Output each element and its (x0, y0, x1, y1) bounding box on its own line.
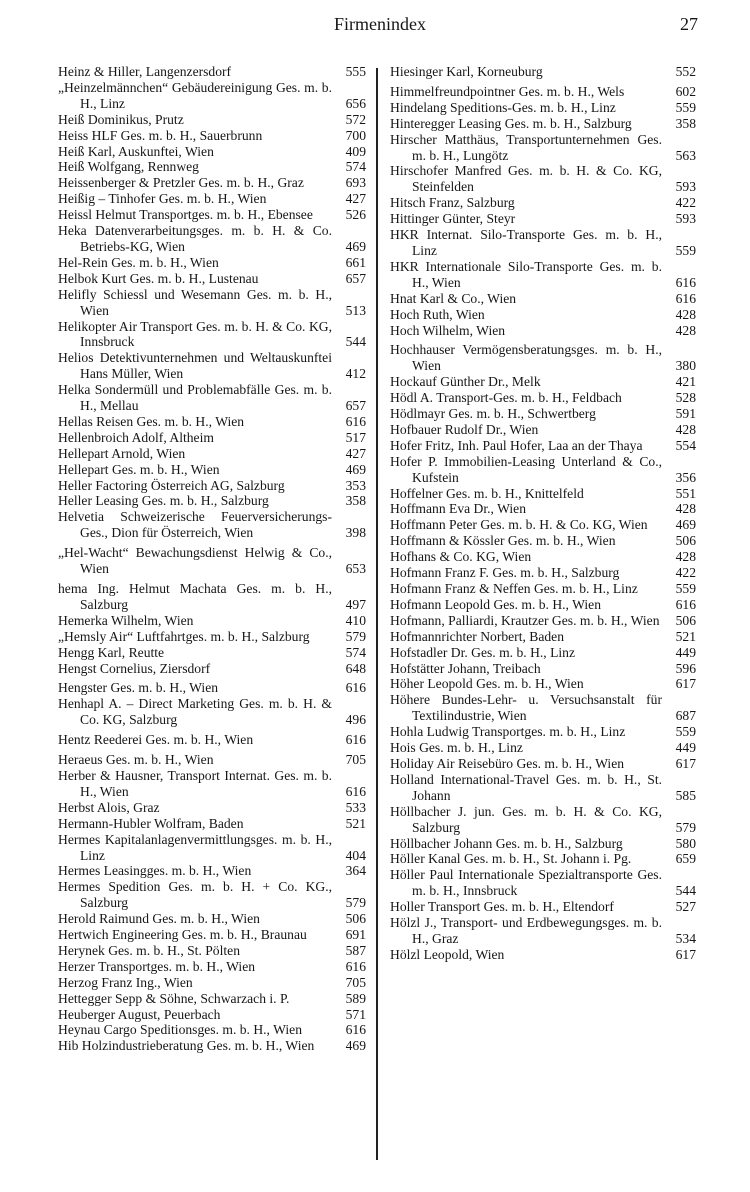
index-entry (58, 128, 366, 144)
company-name: hema Ing. Helmut Machata Ges. m. b. H., Salzburg (58, 581, 332, 612)
page-reference: 656 (345, 95, 366, 111)
index-entry (58, 350, 366, 382)
index-entry (58, 80, 366, 112)
company-name: Hertwich Engineering Ges. m. b. H., Braunau (58, 927, 307, 943)
company-name: Hofer P. Immobilien-Leasing Unterland & Co., Kufstein (390, 453, 662, 485)
company-name: Hel-Rein Ges. m. b. H., Wien (58, 254, 219, 270)
company-name: Hofmann, Palliardi, Krautzer Ges. m. b. H., Wien (390, 612, 660, 628)
page-reference: 659 (675, 851, 696, 867)
company-name: Hoch Ruth, Wien (390, 306, 485, 322)
company-name: „Hel-Wacht“ Bewachungsdienst Helwig & Co., Wien (58, 545, 332, 577)
page-reference: 559 (675, 724, 696, 740)
index-entry (390, 486, 696, 502)
index-entry (58, 545, 366, 577)
index-entry (390, 227, 696, 259)
index-entry (390, 211, 696, 227)
index-entry (58, 319, 366, 351)
page-reference: 580 (675, 835, 696, 851)
company-name: Hermes Leasingges. m. b. H., Wien (58, 863, 252, 879)
index-entry (58, 661, 366, 677)
company-name: Höhere Bundes-Lehr- u. Versuchsanstalt für Textilindustrie, Wien (390, 692, 662, 724)
company-name: Heller Factoring Österreich AG, Salzburg (58, 477, 285, 493)
company-name: Hinteregger Leasing Ges. m. b. H., Salzburg (390, 115, 632, 131)
page-reference: 469 (345, 1038, 366, 1054)
company-name: Heiss HLF Ges. m. b. H., Sauerbrunn (58, 127, 263, 143)
company-name: Herber & Hausner, Transport Internat. Ges. m. b. H., Wien (58, 767, 332, 799)
company-name: Hoffmann Peter Ges. m. b. H. & Co. KG, Wien (390, 517, 648, 533)
company-name: Henhapl A. – Direct Marketing Ges. m. b. H. & Co. KG, Salzburg (58, 696, 332, 728)
index-entry (58, 927, 366, 943)
index-entry (58, 800, 366, 816)
company-name: Heissl Helmut Transportges. m. b. H., Ebensee (58, 207, 313, 223)
page-reference: 356 (675, 469, 696, 485)
index-entry (58, 943, 366, 959)
page-reference: 428 (675, 306, 696, 322)
page-reference: 428 (675, 501, 696, 517)
page-reference: 527 (675, 899, 696, 915)
page-reference: 579 (345, 628, 366, 644)
company-name: Heissenberger & Pretzler Ges. m. b. H., Graz (58, 175, 304, 191)
index-entry (58, 581, 366, 613)
page-reference: 410 (345, 612, 366, 628)
index-entry (58, 175, 366, 191)
page-reference: 428 (675, 549, 696, 565)
index-entry (58, 112, 366, 128)
index-entry (58, 832, 366, 864)
company-name: Hofer Fritz, Inh. Paul Hofer, Laa an der Thaya (390, 437, 643, 453)
page-reference: 427 (345, 445, 366, 461)
page-reference: 544 (345, 334, 366, 350)
page-reference: 591 (675, 406, 696, 422)
company-name: Helikopter Air Transport Ges. m. b. H. & Co. KG, Innsbruck (58, 318, 332, 350)
company-name: Hermes Spedition Ges. m. b. H. + Co. KG., Salzburg (58, 879, 332, 911)
page-title: Firmenindex (334, 14, 426, 34)
page-reference: 589 (345, 990, 366, 1006)
page-reference: 616 (345, 783, 366, 799)
company-name: Höher Leopold Ges. m. b. H., Wien (390, 676, 584, 692)
page-reference: 364 (345, 863, 366, 879)
index-entry (58, 1007, 366, 1023)
page-reference: 428 (675, 322, 696, 338)
company-name: Helka Sondermüll und Problemabfälle Ges. m. b. H., Mellau (58, 382, 332, 414)
page-reference: 657 (345, 270, 366, 286)
index-entry (58, 768, 366, 800)
company-name: Helvetia Schweizerische Feuerversicherungs-Ges., Dion für Österreich, Wien (58, 509, 332, 541)
company-name: Hittinger Günter, Steyr (390, 211, 516, 227)
index-entry (390, 629, 696, 645)
company-name: Hellas Reisen Ges. m. b. H., Wien (58, 413, 245, 429)
page-reference: 409 (345, 143, 366, 159)
company-name: Hitsch Franz, Salzburg (390, 195, 515, 211)
page-reference: 526 (345, 207, 366, 223)
index-entry (390, 597, 696, 613)
index-entry (390, 549, 696, 565)
page-reference: 616 (675, 274, 696, 290)
index-entry (390, 804, 696, 836)
company-name: Herynek Ges. m. b. H., St. Pölten (58, 942, 240, 958)
page-reference: 469 (345, 238, 366, 254)
index-entry (58, 991, 366, 1007)
index-entry (390, 64, 696, 80)
page-number: 27 (680, 14, 698, 34)
page-reference: 506 (345, 911, 366, 927)
page-reference: 559 (675, 581, 696, 596)
page-reference: 616 (345, 1022, 366, 1038)
page-reference: 513 (345, 302, 366, 318)
page-reference: 617 (675, 755, 696, 771)
index-entry (390, 406, 696, 422)
company-name: Hermann-Hubler Wolfram, Baden (58, 815, 244, 831)
page-reference: 544 (675, 883, 696, 899)
page-reference: 648 (345, 660, 366, 676)
page-reference: 358 (345, 493, 366, 509)
index-entry (58, 191, 366, 207)
page-reference: 528 (675, 390, 696, 406)
company-name: Hoch Wilhelm, Wien (390, 322, 506, 338)
page-reference: 559 (675, 242, 696, 258)
index-entry (390, 533, 696, 549)
index-entry (58, 287, 366, 319)
page-reference: 521 (345, 815, 366, 831)
index-entry (390, 772, 696, 804)
page-reference: 616 (345, 732, 366, 748)
company-name: Höllbacher Johann Ges. m. b. H., Salzburg (390, 835, 623, 851)
page-reference: 517 (345, 429, 366, 445)
page-reference: 616 (675, 596, 696, 612)
company-name: Hellepart Arnold, Wien (58, 445, 186, 461)
index-entry (390, 454, 696, 486)
company-name: Hengster Ges. m. b. H., Wien (58, 680, 219, 696)
page-reference: 616 (345, 680, 366, 696)
index-entry (390, 899, 696, 915)
page-reference: 422 (675, 565, 696, 581)
company-name: Hiesinger Karl, Korneuburg (390, 64, 543, 79)
index-entry (58, 1022, 366, 1038)
page-reference: 506 (675, 612, 696, 628)
index-entry (390, 307, 696, 323)
company-name: Hofmannrichter Norbert, Baden (390, 628, 565, 644)
page-reference: 555 (345, 64, 366, 79)
company-name: Hellenbroich Adolf, Altheim (58, 429, 214, 445)
index-entry (390, 851, 696, 867)
page-reference: 571 (345, 1006, 366, 1022)
company-name: Herzer Transportges. m. b. H., Wien (58, 958, 256, 974)
page-reference: 469 (675, 517, 696, 533)
company-name: Herzog Franz Ing., Wien (58, 974, 193, 990)
index-entry (58, 207, 366, 223)
index-entry (390, 291, 696, 307)
page-reference: 616 (345, 958, 366, 974)
page-reference: 497 (345, 596, 366, 612)
index-entry (58, 863, 366, 879)
company-name: Hirscher Matthäus, Transportunternehmen Ges. m. b. H., Lungötz (390, 131, 662, 163)
page-reference: 412 (345, 366, 366, 382)
index-entry (390, 438, 696, 454)
page-reference: 533 (345, 799, 366, 815)
page-reference: 616 (345, 413, 366, 429)
company-name: Holler Transport Ges. m. b. H., Eltendorf (390, 899, 614, 915)
company-name: Heiß Dominikus, Prutz (58, 111, 184, 127)
page-reference: 574 (345, 644, 366, 660)
index-entry (390, 661, 696, 677)
page-reference: 358 (675, 115, 696, 131)
page-reference: 449 (675, 740, 696, 756)
index-entry (390, 132, 696, 164)
page-reference: 705 (345, 974, 366, 990)
page-reference: 574 (345, 159, 366, 175)
index-entry (390, 259, 696, 291)
page-reference: 593 (675, 211, 696, 227)
index-entry (390, 116, 696, 132)
company-name: Heraeus Ges. m. b. H., Wien (58, 752, 214, 768)
index-entry (390, 915, 696, 947)
index-entry (58, 975, 366, 991)
company-name: Herold Raimund Ges. m. b. H., Wien (58, 911, 260, 927)
company-name: Hochhauser Vermögensberatungsges. m. b. H., Wien (390, 342, 662, 374)
company-name: HKR Internat. Silo-Transporte Ges. m. b. H., Linz (390, 227, 662, 258)
company-name: Hölzl Leopold, Wien (390, 946, 505, 962)
page-reference: 449 (675, 644, 696, 660)
page-reference: 687 (675, 708, 696, 724)
index-entry (58, 732, 366, 748)
page-reference: 653 (345, 561, 366, 577)
index-entry (390, 676, 696, 692)
index-entry (390, 323, 696, 339)
page-reference: 422 (675, 195, 696, 211)
index-entry (390, 724, 696, 740)
company-name: Hofmann Franz & Neffen Ges. m. b. H., Linz (390, 581, 638, 596)
page-reference: 585 (675, 787, 696, 803)
index-entry (58, 911, 366, 927)
company-name: Hengst Cornelius, Ziersdorf (58, 660, 211, 676)
page-reference: 705 (345, 752, 366, 768)
page-reference: 693 (345, 175, 366, 191)
index-entry (58, 159, 366, 175)
company-name: Hemerka Wilhelm, Wien (58, 612, 194, 628)
company-name: Heynau Cargo Speditionsges. m. b. H., Wien (58, 1022, 302, 1038)
index-entry (58, 493, 366, 509)
index-entry (58, 696, 366, 728)
page-reference: 596 (675, 660, 696, 676)
index-entry (390, 867, 696, 899)
company-name: Holiday Air Reisebüro Ges. m. b. H., Wien (390, 755, 625, 771)
index-entry (58, 1038, 366, 1054)
page-reference: 496 (345, 712, 366, 728)
index-entry (58, 462, 366, 478)
page-reference: 428 (675, 421, 696, 437)
index-entry (390, 342, 696, 374)
page-reference: 587 (345, 942, 366, 958)
page-reference: 559 (675, 99, 696, 115)
index-entry (390, 195, 696, 211)
index-entry (390, 740, 696, 756)
company-name: Hofhans & Co. KG, Wien (390, 549, 532, 565)
page-reference: 469 (345, 461, 366, 477)
page-reference: 593 (675, 179, 696, 195)
index-entry (58, 144, 366, 160)
company-name: Hölzl J., Transport- und Erdbewegungsges. m. b. H., Graz (390, 915, 662, 946)
index-entry (58, 271, 366, 287)
company-name: Holland International-Travel Ges. m. b. H., St. Johann (390, 771, 662, 803)
company-name: Herbst Alois, Graz (58, 799, 160, 815)
page-reference: 506 (675, 533, 696, 549)
page-reference: 398 (345, 525, 366, 541)
page-reference: 554 (675, 437, 696, 453)
page-reference: 657 (345, 398, 366, 414)
index-entry (390, 565, 696, 581)
company-name: Hofstätter Johann, Treibach (390, 660, 541, 676)
index-entry (58, 414, 366, 430)
company-name: „Heinzelmännchen“ Gebäudereinigung Ges. m. b. H., Linz (58, 79, 332, 111)
page-reference: 617 (675, 946, 696, 962)
index-entry (58, 645, 366, 661)
index-entry (390, 374, 696, 390)
index-entry (390, 756, 696, 772)
index-entry (58, 478, 366, 494)
company-name: Hentz Reederei Ges. m. b. H., Wien (58, 732, 254, 748)
index-entry (390, 517, 696, 533)
index-entry (58, 816, 366, 832)
index-entry (390, 947, 696, 963)
index-entry (58, 64, 366, 80)
index-entry (390, 836, 696, 852)
index-entry (58, 613, 366, 629)
index-entry (390, 613, 696, 629)
company-name: Hockauf Günther Dr., Melk (390, 374, 541, 390)
page-reference: 602 (675, 83, 696, 99)
left-index-column (58, 64, 366, 1054)
index-entry (58, 879, 366, 911)
page-reference: 579 (345, 895, 366, 911)
company-name: Hengg Karl, Reutte (58, 644, 165, 660)
company-name: HKR Internationale Silo-Transporte Ges. m. b. H., Wien (390, 258, 662, 290)
index-entry (58, 255, 366, 271)
page-reference: 579 (675, 819, 696, 835)
page-reference: 552 (675, 64, 696, 79)
page-reference: 617 (675, 676, 696, 692)
company-name: Hoffelner Ges. m. b. H., Knittelfeld (390, 485, 584, 501)
index-entry (58, 959, 366, 975)
page-header (0, 14, 750, 40)
company-name: Hödlmayr Ges. m. b. H., Schwertberg (390, 406, 596, 422)
right-index-column (390, 64, 696, 963)
index-entry (58, 629, 366, 645)
company-name: Helbok Kurt Ges. m. b. H., Lustenau (58, 270, 259, 286)
company-name: Hofmann Franz F. Ges. m. b. H., Salzburg (390, 565, 620, 581)
company-name: Höllbacher J. jun. Ges. m. b. H. & Co. KG, Salzburg (390, 803, 662, 835)
company-name: Heinz & Hiller, Langenzersdorf (58, 64, 232, 79)
index-entry (390, 84, 696, 100)
company-name: Heuberger August, Peuerbach (58, 1006, 221, 1022)
company-name: Heißig – Tinhofer Ges. m. b. H., Wien (58, 191, 267, 207)
company-name: Hoffmann Eva Dr., Wien (390, 501, 526, 517)
page-reference: 661 (345, 254, 366, 270)
page-reference: 691 (345, 927, 366, 943)
index-entry (390, 100, 696, 116)
page-reference: 521 (675, 628, 696, 644)
page-reference: 380 (675, 358, 696, 374)
company-name: Heka Datenverarbeitungsges. m. b. H. & Co. Betriebs-KG, Wien (58, 223, 332, 254)
index-entry (390, 692, 696, 724)
index-entry (390, 501, 696, 517)
index-entry (58, 430, 366, 446)
index-entry (58, 382, 366, 414)
index-entry (390, 163, 696, 195)
company-name: Hellepart Ges. m. b. H., Wien (58, 461, 220, 477)
index-entry (58, 752, 366, 768)
index-entry (390, 422, 696, 438)
page-reference: 700 (345, 127, 366, 143)
index-entry (58, 680, 366, 696)
page-reference: 427 (345, 191, 366, 207)
index-entry (58, 223, 366, 255)
company-name: Hirschofer Manfred Ges. m. b. H. & Co. KG, Steinfelden (390, 163, 662, 195)
page-reference: 616 (675, 290, 696, 306)
company-name: Hindelang Speditions-Ges. m. b. H., Linz (390, 99, 616, 115)
page-reference: 404 (345, 847, 366, 863)
company-name: Hödl A. Transport-Ges. m. b. H., Feldbach (390, 390, 622, 406)
index-entry (58, 509, 366, 541)
page-reference: 563 (675, 147, 696, 163)
company-name: Heiß Karl, Auskunftei, Wien (58, 143, 214, 159)
column-divider (376, 68, 378, 1160)
index-entry (390, 390, 696, 406)
company-name: Hib Holzindustrieberatung Ges. m. b. H., Wien (58, 1038, 315, 1054)
company-name: Höller Paul Internationale Spezialtransporte Ges. m. b. H., Innsbruck (390, 867, 662, 899)
index-entry (58, 446, 366, 462)
company-name: Heller Leasing Ges. m. b. H., Salzburg (58, 493, 269, 509)
company-name: Hofmann Leopold Ges. m. b. H., Wien (390, 596, 602, 612)
company-name: Helios Detektivunternehmen und Weltauskunftei Hans Müller, Wien (58, 350, 332, 382)
company-name: Heiß Wolfgang, Rennweg (58, 159, 199, 175)
company-name: Höller Kanal Ges. m. b. H., St. Johann i. Pg. (390, 851, 632, 867)
page-reference: 534 (675, 930, 696, 946)
company-name: Hohla Ludwig Transportges. m. b. H., Linz (390, 724, 626, 740)
company-name: Hnat Karl & Co., Wien (390, 290, 517, 306)
page-reference: 572 (345, 111, 366, 127)
page-reference: 551 (675, 485, 696, 501)
index-entry (390, 645, 696, 661)
company-name: Hermes Kapitalanlagenvermittlungsges. m. b. H., Linz (58, 831, 332, 863)
company-name: „Hemsly Air“ Luftfahrtges. m. b. H., Salzburg (58, 628, 310, 644)
index-entry (390, 581, 696, 597)
company-name: Hofstadler Dr. Ges. m. b. H., Linz (390, 644, 575, 660)
company-name: Himmelfreundpointner Ges. m. b. H., Wels (390, 83, 625, 99)
page-reference: 421 (675, 374, 696, 390)
company-name: Hoffmann & Kössler Ges. m. b. H., Wien (390, 533, 616, 549)
company-name: Hois Ges. m. b. H., Linz (390, 740, 523, 756)
page-reference: 353 (345, 477, 366, 493)
company-name: Hettegger Sepp & Söhne, Schwarzach i. P. (58, 990, 290, 1006)
company-name: Helifly Schiessl und Wesemann Ges. m. b. H., Wien (58, 286, 332, 318)
company-name: Hofbauer Rudolf Dr., Wien (390, 421, 539, 437)
